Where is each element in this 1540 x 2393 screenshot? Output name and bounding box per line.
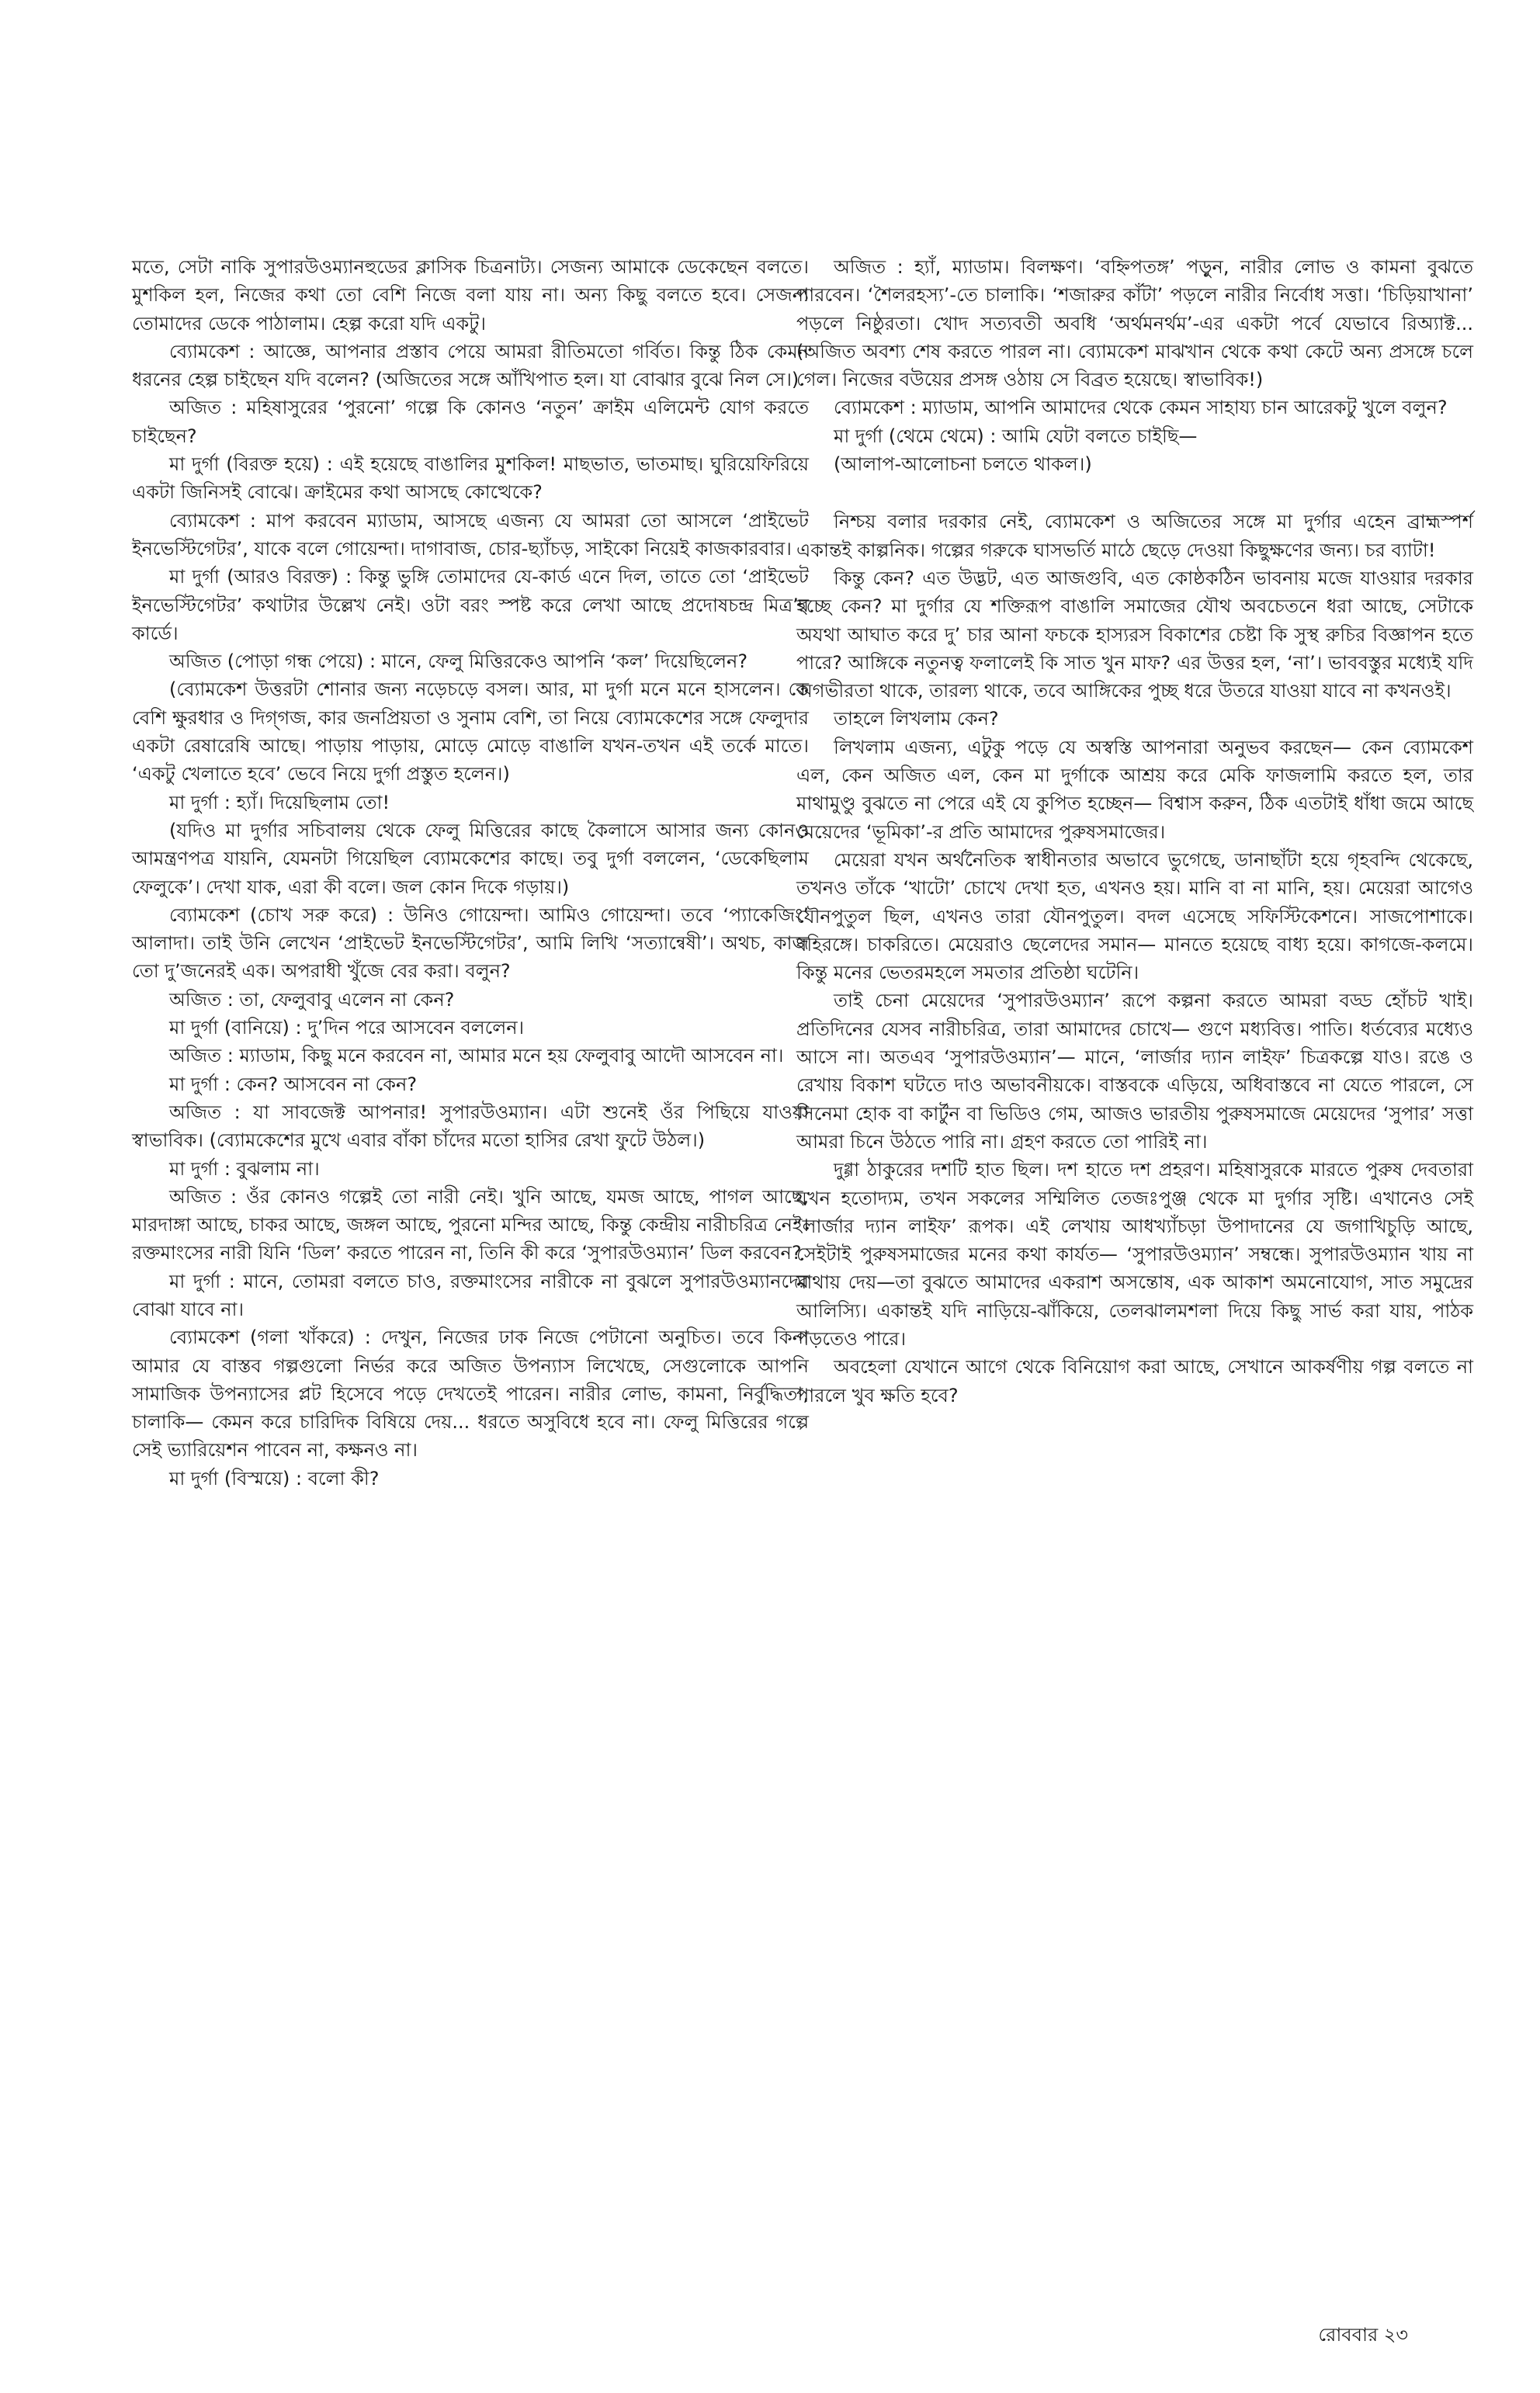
paragraph: অজিত (পোড়া গন্ধ পেয়ে) : মানে, ফেলু মিত্তিরকেও আপনি ‘কল’ দিয়েছিলেন? — [169, 650, 748, 673]
paragraph: মা দুর্গা (বিরক্ত হয়ে) : এই হয়েছে বাঙালির মুশকিল! মাছভাত, ভাতমাছ। ঘুরিয়েফিরিয়ে একটা জিনিসই বোঝে। ক্রাইমের কথা আসছে কোত্থেকে? — [132, 453, 809, 504]
paragraph: তাহলে লিখলাম কেন? — [834, 708, 999, 730]
paragraph: ব্যোমকেশ : মাপ করবেন ম্যাডাম, আসছে এজন্য যে আমরা তো আসলে ‘প্রাইভেট ইনভেস্টিগেটর’, যাকে বলে গোয়েন্দা। দাগাবাজ, চোর-ছ্যাঁচড়, সাইকো নিয়েই কাজকারবার। — [132, 509, 809, 560]
paragraph: মা দুর্গা : হ্যাঁ। দিয়েছিলাম তো! — [169, 791, 390, 813]
paragraph: অজিত : তা, ফেলুবাবু এলেন না কেন? — [169, 988, 455, 1011]
paragraph: অজিত : যা সাবজেক্ট আপনার! সুপারউওম্যান। এটা শুনেই ওঁর পিছিয়ে যাওয়া স্বাভাবিক। (ব্যোমকেশের মুখে এবার বাঁকা চাঁদের মতো হাসির রেখা ফুটে উঠল।) — [132, 1101, 809, 1152]
right-column — [796, 253, 1473, 1410]
essay-section — [796, 508, 1473, 1410]
page-footer: রোববার ২৩ — [1318, 2324, 1408, 2346]
paragraph: অবহেলা যেখানে আগে থেকে বিনিয়োগ করা আছে, সেখানে আকর্ষণীয় গল্প বলতে না পারলে খুব ক্ষতি হবে? — [796, 1356, 1473, 1406]
paragraph: ব্যোমকেশ (গলা খাঁকরে) : দেখুন, নিজের ঢাক নিজে পেটানো অনুচিত। তবে কিনা আমার যে বাস্তব গল্পগুলো নির্ভর করে অজিত উপন্যাস লিখেছে, সেগুলোকে আপনি সামাজিক উপন্যাসের প্লট হিসেবে পড়ে দেখতেই পারেন। নারীর লোভ, কামনা, নির্বুদ্ধিতা, চালাকি— কেমন করে চারিদিক বিষিয়ে দেয়... ধরতে অসুবিধে হবে না। ফেলু মিত্তিরের গল্পে সেই ভ্যারিয়েশন পাবেন না, কক্ষনও না। — [132, 1327, 809, 1462]
paragraph: অজিত : মহিষাসুরের ‘পুরনো’ গল্পে কি কোনও ‘নতুন’ ক্রাইম এলিমেন্ট যোগ করতে চাইছেন? — [132, 397, 809, 447]
paragraph: ব্যোমকেশ (চোখ সরু করে) : উনিও গোয়েন্দা। আমিও গোয়েন্দা। তবে ‘প্যাকেজিং’ আলাদা। তাই উনি লেখেন ‘প্রাইভেট ইনভেস্টিগেটর’, আমি লিখি ‘সত্যান্বেষী’। অথচ, কাজ তো দু’জনেরই এক। অপরাধী খুঁজে বের করা। বলুন? — [132, 903, 809, 983]
paragraph: কিন্তু কেন? এত উদ্ভট, এত আজগুবি, এত কোষ্ঠকঠিন ভাবনায় মজে যাওয়ার দরকার হচ্ছে কেন? মা দুর্গার যে শক্তিরূপ বাঙালি সমাজের যৌথ অবচেতনে ধরা আছে, সেটাকে অযথা আঘাত করে দু’ চার আনা ফচকে হাস্যরস বিকাশের চেষ্টা কি সুস্থ রুচির বিজ্ঞাপন হতে পারে? আঙ্গিকে নতুনত্ব ফলালেই কি সাত খুন মাফ? এর উত্তর হল, ‘না’। ভাববস্তুর মধ্যেই যদি অগভীরতা থাকে, তারল্য থাকে, তবে আঙ্গিকের পুচ্ছ ধরে উতরে যাওয়া যাবে না কখনওই। — [796, 567, 1473, 702]
dialogue-continuation — [796, 253, 1473, 478]
paragraph: অজিত : হ্যাঁ, ম্যাডাম। বিলক্ষণ। ‘বহ্নিপতঙ্গ’ পড়ুন, নারীর লোভ ও কামনা বুঝতে পারবেন। ‘শৈলরহস্য’-তে চালাকি। ‘শজারুর কাঁটা’ পড়লে নারীর নির্বোধ সত্তা। ‘চিড়িয়াখানা’ পড়লে নিষ্ঠুরতা। খোদ সত্যবতী অবধি ‘অর্থমনর্থম’-এর একটা পর্বে যেভাবে রিঅ্যাক্ট... (অজিত অবশ্য শেষ করতে পারল না। ব্যোমকেশ মাঝখান থেকে কথা কেটে অন্য প্রসঙ্গে চলে গেল। নিজের বউয়ের প্রসঙ্গ ওঠায় সে বিব্রত হয়েছে। স্বাভাবিক!) — [796, 256, 1473, 391]
paragraph: মা দুর্গা (বিস্ময়ে) : বলো কী? — [169, 1467, 380, 1490]
paragraph: মা দুর্গা : বুঝলাম না। — [169, 1157, 320, 1180]
paragraph: অজিত : ওঁর কোনও গল্পেই তো নারী নেই। খুনি আছে, যমজ আছে, পাগল আছে, মারদাঙ্গা আছে, চাকর আছে, জঙ্গল আছে, পুরনো মন্দির আছে, কিন্তু কেন্দ্রীয় নারীচরিত্র নেই। রক্তমাংসের নারী যিনি ‘ডিল’ করতে পারেন না, তিনি কী করে ‘সুপারউওম্যান’ ডিল করবেন? — [132, 1185, 809, 1264]
paragraph: ব্যোমকেশ : আজ্ঞে, আপনার প্রস্তাব পেয়ে আমরা রীতিমতো গর্বিত। কিন্তু ঠিক কেমন ধরনের হেল্প চাইছেন যদি বলেন? (অজিতের সঙ্গে আঁখিপাত হল। যা বোঝার বুঝে নিল সে।) — [132, 340, 809, 391]
paragraph: মা দুর্গা (আরও বিরক্ত) : কিন্তু ভুঙ্গি তোমাদের যে-কার্ড এনে দিল, তাতে তো ‘প্রাইভেট ইনভেস্টিগেটর’ কথাটার উল্লেখ নেই। ওটা বরং স্পষ্ট করে লেখা আছে প্রদোষচন্দ্র মিত্র’র কার্ডে। — [132, 566, 809, 644]
paragraph: তাই চেনা মেয়েদের ‘সুপারউওম্যান’ রূপে কল্পনা করতে আমরা বড্ড হোঁচট খাই। প্রতিদিনের যেসব নারীচরিত্র, তারা আমাদের চোখে— গুণে মধ্যবিত্ত। পাতি। ধর্তব্যের মধ্যেও আসে না। অতএব ‘সুপারউওম্যান’— মানে, ‘লার্জার দ্যান লাইফ’ চিত্রকল্পে যাও। রঙে ও রেখায় বিকাশ ঘটতে দাও অভাবনীয়কে। বাস্তবকে এড়িয়ে, অধিবাস্তবে না যেতে পারলে, সে সিনেমা হোক বা কার্টুন বা ভিডিও গেম, আজও ভারতীয় পুরুষসমাজে মেয়েদের ‘সুপার’ সত্তা আমরা চিনে উঠতে পারি না। গ্রহণ করতে তো পারিই না। — [796, 990, 1473, 1153]
paragraph: (যদিও মা দুর্গার সচিবালয় থেকে ফেলু মিত্তিরের কাছে কৈলাসে আসার জন্য কোনও আমন্ত্রণপত্র যায়নি, যেমনটা গিয়েছিল ব্যোমকেশের কাছে। তবু দুর্গা বললেন, ‘ডেকেছিলাম ফেলুকে’। দেখা যাক, এরা কী বলে। জল কোন দিকে গড়ায়।) — [132, 819, 809, 898]
paragraph: (ব্যোমকেশ উত্তরটা শোনার জন্য নড়েচড়ে বসল। আর, মা দুর্গা মনে মনে হাসলেন। কে বেশি ক্ষুরধার ও দিগ্‌গজ, কার জনপ্রিয়তা ও সুনাম বেশি, তা নিয়ে ব্যোমকেশের সঙ্গে ফেলুদার একটা রেষারেষি আছে। পাড়ায় পাড়ায়, মোড়ে মোড়ে বাঙালি যখন-তখন এই তর্কে মাতে। ‘একটু খেলাতে হবে’ ভেবে নিয়ে দুর্গা প্রস্তুত হলেন।) — [132, 678, 809, 786]
paragraph: (আলাপ-আলোচনা চলতে থাকল।) — [834, 453, 1092, 476]
section-break — [796, 478, 1473, 508]
paragraph: মা দুর্গা : মানে, তোমরা বলতে চাও, রক্তমাংসের নারীকে না বুঝলে সুপারউওম্যানদের বোঝা যাবে না। — [132, 1270, 809, 1320]
paragraph: নিশ্চয় বলার দরকার নেই, ব্যোমকেশ ও অজিতের সঙ্গে মা দুর্গার এহেন ব্রাহ্মস্পর্শ একান্তই কাল্পনিক। গল্পের গরুকে ঘাসভর্তি মাঠে ছেড়ে দেওয়া কিছুক্ষণের জন্য। চর ব্যাটা! — [796, 511, 1473, 561]
paragraph: মতে, সেটা নাকি সুপারউওম্যানহুডের ক্লাসিক চিত্রনাট্য। সেজন্য আমাকে ডেকেছেন বলতে। মুশকিল হল, নিজের কথা তো বেশি নিজে বলা যায় না। অন্য কিছু বলতে হবে। সেজন্য তোমাদের ডেকে পাঠালাম। হেল্প করো যদি একটু। — [132, 256, 809, 335]
paragraph: ব্যোমকেশ : ম্যাডাম, আপনি আমাদের থেকে কেমন সাহায্য চান আরেকটু খুলে বলুন? — [834, 397, 1448, 419]
paragraph: মা দুর্গা (থেমে থেমে) : আমি যেটা বলতে চাইছি— — [834, 425, 1198, 447]
paragraph: লিখলাম এজন্য, এটুকু পড়ে যে অস্বস্তি আপনারা অনুভব করছেন— কেন ব্যোমকেশ এল, কেন অজিত এল, কেন মা দুর্গাকে আশ্রয় করে মেকি ফাজলামি করতে হল, তার মাথামুণ্ডু বুঝতে না পেরে এই যে কুপিত হচ্ছেন— বিশ্বাস করুন, ঠিক এতটাই ধাঁধা জমে আছে মেয়েদের ‘ভূমিকা’-র প্রতি আমাদের পুরুষসমাজের। — [796, 736, 1473, 843]
paragraph: দুগ্গা ঠাকুরের দশটি হাত ছিল। দশ হাতে দশ প্রহরণ। মহিষাসুরকে মারতে পুরুষ দেবতারা যখন হতোদ্যম, তখন সকলের সম্মিলিত তেজঃপুঞ্জ থেকে মা দুর্গার সৃষ্টি। এখানেও সেই ‘লার্জার দ্যান লাইফ’ রূপক। এই লেখায় আধখ্যাঁচড়া উপাদানের যে জগাখিচুড়ি আছে, সেইটাই পুরুষসমাজের মনের কথা কার্যত— ‘সুপারউওম্যান’ সম্বন্ধে। সুপারউওম্যান খায় না মাথায় দেয়—তা বুঝতে আমাদের একরাশ অসন্তোষ, এক আকাশ অমনোযোগ, সাত সমুদ্রের আলিস্যি। একান্তই যদি নাড়িয়ে-ঝাঁকিয়ে, তেলঝালমশলা দিয়ে কিছু সার্ভ করা যায়, পাঠক পড়তেও পারে। — [796, 1159, 1473, 1350]
paragraph: মা দুর্গা (বানিয়ে) : দু’দিন পরে আসবেন বললেন। — [169, 1017, 525, 1039]
paragraph: মেয়েরা যখন অর্থনৈতিক স্বাধীনতার অভাবে ভুগেছে, ডানাছাঁটা হয়ে গৃহবন্দি থেকেছে, তখনও তাঁকে ‘খাটো’ চোখে দেখা হত, এখনও হয়। মানি বা না মানি, হয়। মেয়েরা আগেও যৌনপুতুল ছিল, এখনও তারা যৌনপুতুল। বদল এসেছে সফিস্টিকেশনে। সাজপোশাকে। বহিরঙ্গে। চাকরিতে। মেয়েরাও ছেলেদের সমান— মানতে হয়েছে বাধ্য হয়ে। কাগজে-কলমে। কিন্তু মনের ভেতরমহলে সমতার প্রতিষ্ঠা ঘটেনি। — [796, 848, 1473, 984]
paragraph: অজিত : ম্যাডাম, কিছু মনে করবেন না, আমার মনে হয় ফেলুবাবু আদৌ আসবেন না। — [169, 1045, 784, 1067]
paragraph: মা দুর্গা : কেন? আসবেন না কেন? — [169, 1073, 418, 1095]
left-column — [132, 253, 809, 1493]
